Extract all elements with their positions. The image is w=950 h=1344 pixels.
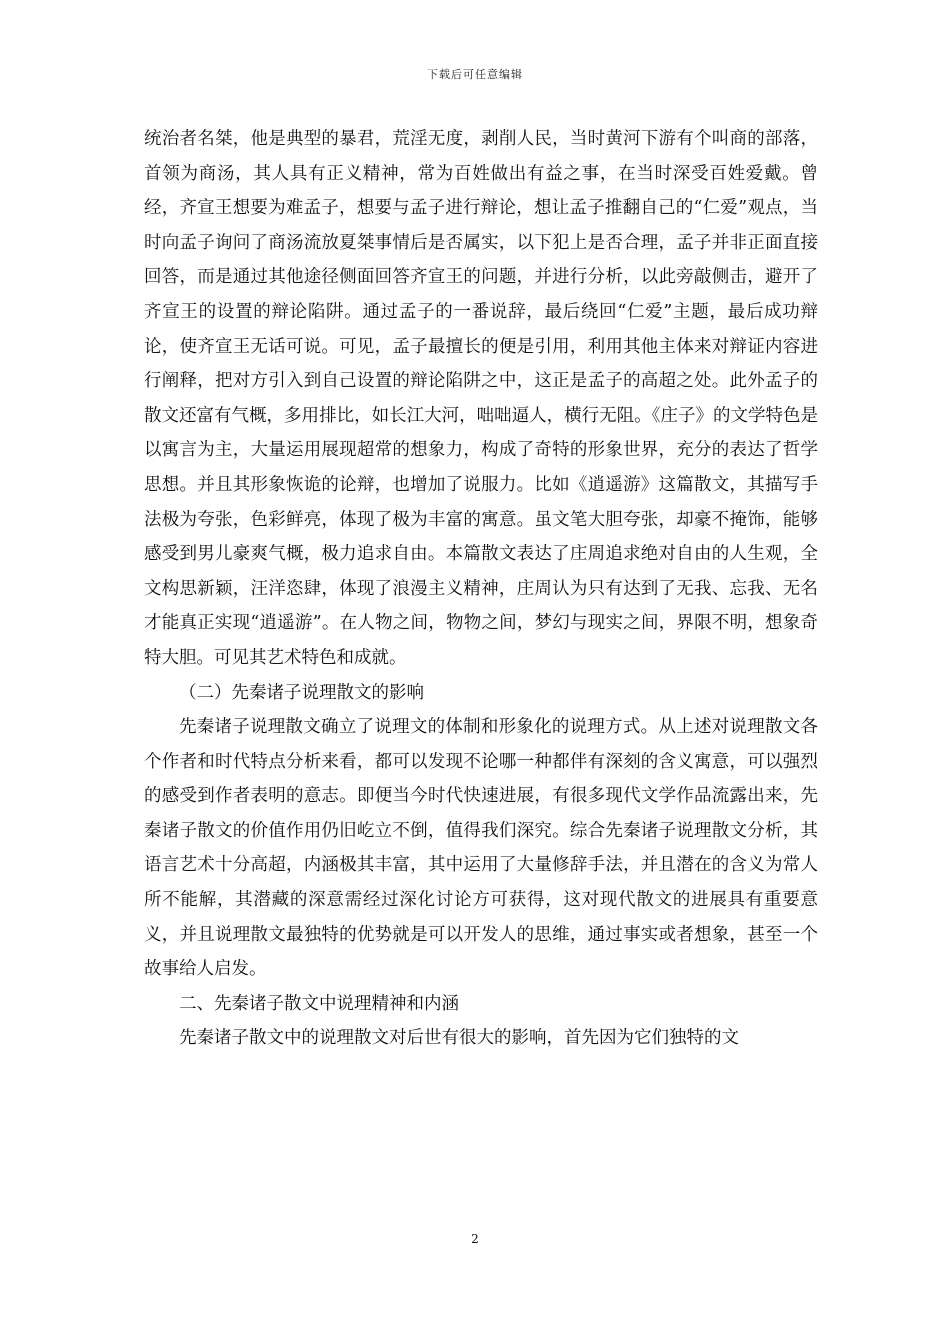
paragraph-influence: 先秦诸子说理散文确立了说理文的体制和形象化的说理方式。从上述对说理散文各个作者和时代特点分析来看，都可以发现不论哪一种都伴有深刻的含义寓意，可以强烈的感受到作者表明的意志。即便当今时代快速进展，有很多现代文学作品流露出来，先秦诸子散文的价值作用仍旧屹立不倒，值得我们深究。综合先秦诸子说理散文分析，其语言艺术十分高超，内涵极其丰富，其中运用了大量修辞手法，并且潜在的含义为常人所不能解，其潜藏的深意需经过深化讨论方可获得，这对现代散文的进展具有重要意义，并且说理散文最独特的优势就是可以开发人的思维，通过事实或者想象，甚至一个故事给人启发。 xyxy=(144,717,818,980)
paragraph-continuation: 统治者名桀，他是典型的暴君，荒淫无度，剥削人民，当时黄河下游有个叫商的部落，首领为商汤，其人具有正义精神，常为百姓做出有益之事，在当时深受百姓爱戴。曾经，齐宣王想要为难孟子，想要与孟子进行辩论，想让孟子推翻自己的“仁爱”观点，当时向孟子询问了商汤流放夏桀事情后是否属实，以下犯上是否合理，孟子并非正面直接回答，而是通过其他途径侧面回答齐宣王的问题，并进行分析，以此旁敲侧击，避开了齐宣王的设置的辩论陷阱。通过孟子的一番说辞，最后绕回“仁爱”主题，最后成功辩论，使齐宣王无话可说。可见，孟子最擅长的便是引用，利用其他主体来对辩证内容进行阐释，把对方引入到自己设置的辩论陷阱之中，这正是孟子的高超之处。此外孟子的散文还富有气概，多用排比，如长江大河，咄咄逼人，横行无阻。《庄子》的文学特色是以寓言为主，大量运用展现超常的想象力，构成了奇特的形象世界，充分的表达了哲学思想。并且其形象恢诡的论辩，也增加了说服力。比如《逍遥游》这篇散文，其描写手法极为夸张，色彩鲜亮，体现了极为丰富的寓意。虽文笔大胆夸张，却豪不掩饰，能够感受到男儿豪爽气概，极力追求自由。本篇散文表达了庄周追求绝对自由的人生观，全文构思新颖，汪洋恣肆，体现了浪漫主义精神，庄周认为只有达到了无我、忘我、无名才能真正实现“逍遥游”。在人物之间，物物之间，梦幻与现实之间，界限不明，想象奇特大胆。可见其艺术特色和成就。 xyxy=(144,129,818,668)
section-heading-influence: （二）先秦诸子说理散文的影响 xyxy=(179,682,424,703)
section-heading-spirit: 二、先秦诸子散文中说理精神和内涵 xyxy=(179,993,459,1014)
page-header: 下载后可任意编辑 xyxy=(427,68,523,81)
document-body xyxy=(144,122,818,1056)
paragraph-spirit-start: 先秦诸子散文中的说理散文对后世有很大的影响，首先因为它们独特的文 xyxy=(179,1028,739,1049)
page-number: 2 xyxy=(471,1232,479,1246)
